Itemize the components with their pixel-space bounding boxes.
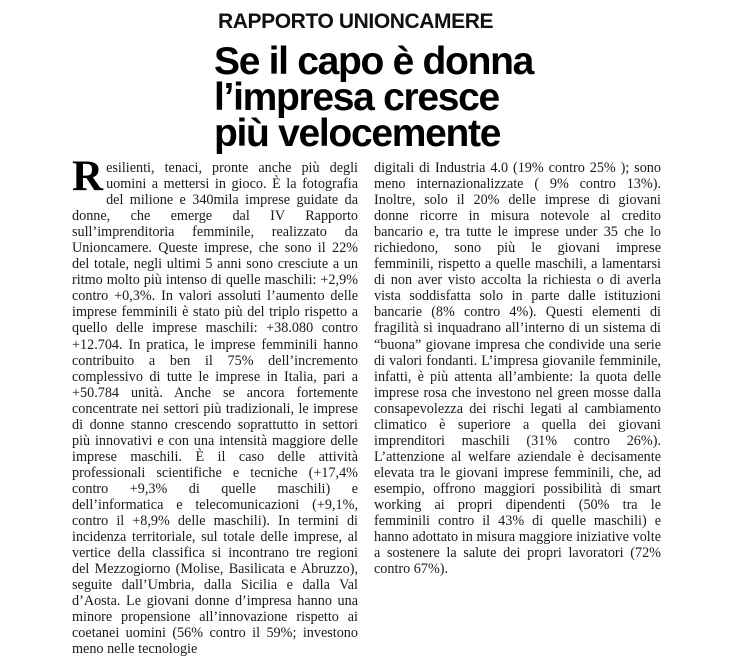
section-kicker: RAPPORTO UNIONCAMERE [218,10,494,33]
body-text-right: digitali di Industria 4.0 (19% contro 25% ); sono meno internazionalizzate ( 9% contro 13%). Inoltre, solo il 20% delle imprese di giovani donne ricorre in misura notevole al credito bancario e, tra tutte le imprese under 35 che lo richiedono, sono più le giovani imprese femminili, rispetto a quelle maschili, a lamentarsi di non aver visto accolta la richiesta o di averla vista soddisfatta solo in parte dalle istituzioni bancarie (8% contro 4%). Questi elementi di fragilità si inquadrano all’interno di un sistema di “buona” giovane impresa che condivide una serie di valori fondanti. L’impresa giovanile femminile, infatti, è più attenta all’ambiente: la quota delle imprese rosa che investono nel green mosse dalla consapevolezza dei rischi legati al cambiamento climatico è superiore a quella dei giovani imprenditori maschili (31% contro 26%). L’attenzione al welfare aziendale è decisamente elevata tra le giovani imprese femminili, che, ad esempio, offrono maggiori possibilità di smart working ai propri dipendenti (50% tra le femminili contro il 43% di quelle maschili) e hanno adottato in misura maggiore iniziative volte a sostenere la salute dei propri lavoratori (72% contro 67%). [374,160,661,578]
body-text-left: esilienti, tenaci, pronte anche più degli uomini a mettersi in gioco. È la fotografia del milione e 340mila imprese guidate da donne, che emerge dal IV Rapporto sull’imprenditoria femminile, realizzato da Unioncamere. Queste imprese, che sono il 22% del totale, negli ultimi 5 anni sono cresciute a un ritmo molto più intenso di quelle maschili: +2,9% contro +0,3%. In valori assoluti l’aumento delle imprese femminili è stato più del triplo rispetto a quello delle imprese maschili: +38.080 contro +12.704. In pratica, le imprese femminili hanno contribuito a ben il 75% dell’incremento complessivo di tutte le imprese in Italia, pari a +50.784 unità. Anche se ancora fortemente concentrate nei settori più tradizionali, le imprese di donne stanno crescendo soprattutto in settori più innovativi e con una intensità maggiore delle imprese maschili. È il caso delle attività professionali scientifiche e tecniche (+17,4% contro +9,3% di quelle maschili) e dell’informatica e telecomunicazioni (+9,1%, contro il +8,9% delle maschili). In termini di incidenza territoriale, sul totale delle imprese, al vertice della classifica si incontrano tre regioni del Mezzogiorno (Molise, Basilicata e Abruzzo), seguite dall’Umbria, dalla Sicilia e dalla Val d’Aosta. Le giovani donne d’impresa hanno una minore propensione all’innovazione rispetto ai coetanei uomini (56% contro il 59%; investono meno nelle tecnologie [72,160,358,657]
article-headline [214,40,534,155]
body-column-right [374,160,661,577]
headline-line: Se il capo è donna [214,40,534,83]
headline-line: più velocemente [214,112,501,155]
body-column-left [72,153,358,657]
headline-line: l’impresa cresce [214,76,499,119]
drop-cap: R [72,153,104,200]
